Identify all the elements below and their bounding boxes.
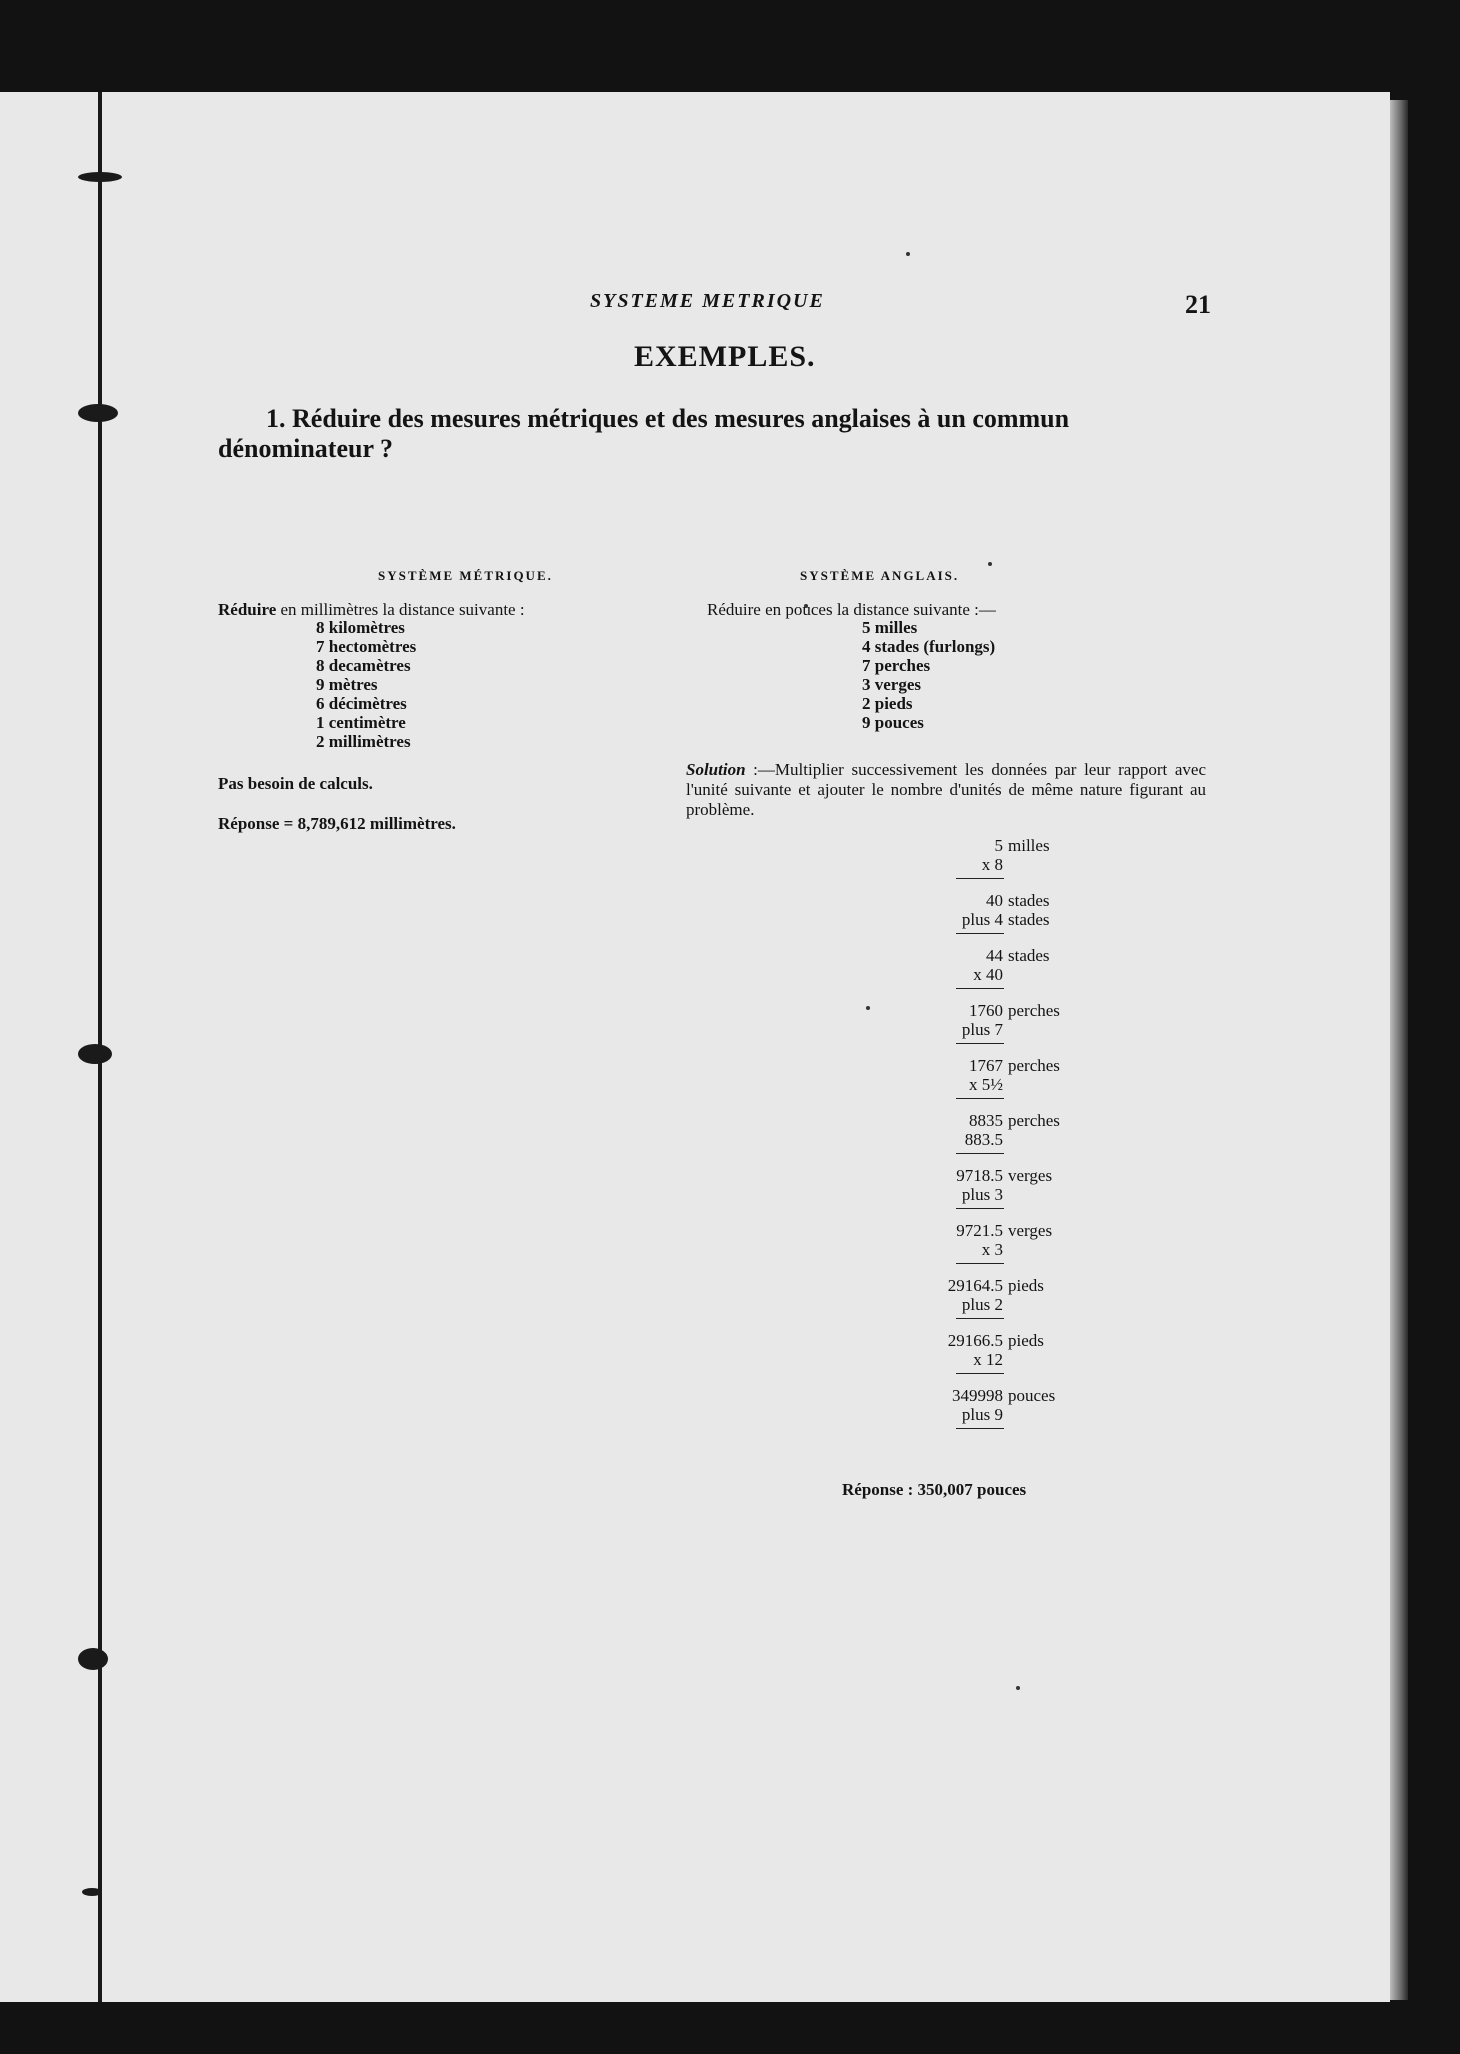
calc-unit: pieds bbox=[1008, 1331, 1044, 1350]
calc-number: x 12 bbox=[973, 1350, 1003, 1369]
list-item: 2 millimètres bbox=[316, 732, 411, 751]
calc-row bbox=[938, 1350, 1098, 1369]
calc-unit: stades bbox=[1008, 910, 1050, 929]
calc-number: 1767 bbox=[969, 1056, 1003, 1075]
metric-column-title: SYSTÈME MÉTRIQUE. bbox=[378, 568, 553, 583]
calc-rule bbox=[956, 1318, 1004, 1319]
calc-row bbox=[938, 1405, 1098, 1424]
speck bbox=[906, 252, 910, 256]
speck bbox=[988, 562, 992, 566]
calculation-column bbox=[938, 836, 1098, 1441]
binding-tab bbox=[82, 1888, 102, 1896]
calc-number: 40 bbox=[986, 891, 1003, 910]
calc-rule bbox=[956, 1208, 1004, 1209]
calc-number: plus 7 bbox=[961, 1020, 1003, 1039]
calc-row bbox=[938, 1130, 1098, 1149]
calc-number: 29166.5 bbox=[947, 1331, 1003, 1350]
calc-number: 9718.5 bbox=[956, 1166, 1003, 1185]
list-item: 1 centimètre bbox=[316, 713, 406, 732]
page-edge bbox=[1390, 100, 1408, 2000]
problem-statement: 1. Réduire des mesures métriques et des mesures anglaises à un commun dénominateur ? bbox=[218, 404, 1070, 463]
calc-row bbox=[938, 855, 1098, 874]
english-intro: Réduire en pouces la distance suivante :— bbox=[707, 600, 996, 619]
calc-number: plus 2 bbox=[961, 1295, 1003, 1314]
calc-number: 5 bbox=[994, 836, 1003, 855]
metric-intro bbox=[218, 600, 525, 620]
list-item: 9 mètres bbox=[316, 675, 378, 694]
metric-intro-rest: en millimètres la distance suivante : bbox=[276, 600, 525, 619]
calc-number: plus 9 bbox=[961, 1405, 1003, 1424]
running-head: SYSTEME METRIQUE bbox=[590, 290, 825, 312]
calc-rule bbox=[956, 1263, 1004, 1264]
calc-row bbox=[938, 1221, 1098, 1240]
calc-unit: verges bbox=[1008, 1221, 1053, 1240]
calc-unit: verges bbox=[1008, 1166, 1053, 1185]
calc-number: x 8 bbox=[981, 855, 1003, 874]
calc-rule bbox=[956, 1098, 1004, 1099]
english-answer: Réponse : 350,007 pouces bbox=[842, 1480, 1027, 1499]
calc-row bbox=[938, 836, 1098, 855]
list-item: 5 milles bbox=[862, 618, 918, 637]
binding-tab bbox=[78, 172, 122, 182]
english-column-title: SYSTÈME ANGLAIS. bbox=[800, 568, 960, 583]
calc-row bbox=[938, 1331, 1098, 1350]
metric-answer: Réponse = 8,789,612 millimètres. bbox=[218, 814, 456, 833]
calc-row bbox=[938, 1240, 1098, 1259]
binding-tab bbox=[78, 1648, 108, 1670]
solution-label: Solution bbox=[686, 760, 746, 779]
calc-unit: perches bbox=[1008, 1001, 1060, 1020]
calc-number: 883.5 bbox=[964, 1130, 1003, 1149]
binding-tab bbox=[78, 1044, 112, 1064]
speck bbox=[866, 1006, 870, 1010]
calc-number: plus 4 bbox=[961, 910, 1003, 929]
metric-note: Pas besoin de calculs. bbox=[218, 774, 373, 793]
calc-rule bbox=[956, 1373, 1004, 1374]
calc-number: x 40 bbox=[973, 965, 1003, 984]
metric-unit-list bbox=[316, 618, 416, 751]
calc-number: 1760 bbox=[969, 1001, 1003, 1020]
calc-row bbox=[938, 1111, 1098, 1130]
calc-rule bbox=[956, 988, 1004, 989]
calc-rule bbox=[956, 878, 1004, 879]
calc-number: 9721.5 bbox=[956, 1221, 1003, 1240]
binding-tab bbox=[78, 404, 118, 422]
calc-row bbox=[938, 1001, 1098, 1020]
solution-text: :—Multiplier successivement les données par leur rapport avec l'unité suivante et ajouter le nombre d'unités de même nature figurant au problème. bbox=[686, 760, 1206, 819]
list-item: 2 pieds bbox=[862, 694, 913, 713]
calc-rule bbox=[956, 1043, 1004, 1044]
calc-row bbox=[938, 910, 1098, 929]
calc-row bbox=[938, 1075, 1098, 1094]
calc-row bbox=[938, 1020, 1098, 1039]
calc-number: x 5½ bbox=[969, 1075, 1003, 1094]
calc-unit: pouces bbox=[1008, 1386, 1056, 1405]
calc-row bbox=[938, 1276, 1098, 1295]
calc-row bbox=[938, 1386, 1098, 1405]
page-number: 21 bbox=[1185, 290, 1211, 319]
calc-row bbox=[938, 891, 1098, 910]
calc-unit: stades bbox=[1008, 891, 1050, 910]
calc-row bbox=[938, 946, 1098, 965]
calc-row bbox=[938, 1185, 1098, 1204]
calc-rule bbox=[956, 1428, 1004, 1429]
list-item: 9 pouces bbox=[862, 713, 924, 732]
english-unit-list bbox=[862, 618, 995, 732]
list-item: 8 decamètres bbox=[316, 656, 411, 675]
calc-number: 29164.5 bbox=[947, 1276, 1003, 1295]
list-item: 4 stades (furlongs) bbox=[862, 637, 996, 656]
metric-intro-bold: Réduire bbox=[218, 600, 277, 619]
calc-row bbox=[938, 1166, 1098, 1185]
calc-number: 44 bbox=[986, 946, 1003, 965]
scanned-page bbox=[0, 92, 1390, 2002]
calc-unit: pieds bbox=[1008, 1276, 1044, 1295]
calc-row bbox=[938, 1295, 1098, 1314]
list-item: 7 perches bbox=[862, 656, 931, 675]
calc-row bbox=[938, 965, 1098, 984]
calc-number: x 3 bbox=[981, 1240, 1003, 1259]
list-item: 3 verges bbox=[862, 675, 922, 694]
speck bbox=[1016, 1686, 1020, 1690]
list-item: 6 décimètres bbox=[316, 694, 407, 713]
calc-number: plus 3 bbox=[961, 1185, 1003, 1204]
list-item: 8 kilomètres bbox=[316, 618, 405, 637]
calc-rule bbox=[956, 933, 1004, 934]
calc-number: 349998 bbox=[952, 1386, 1003, 1405]
calc-unit: perches bbox=[1008, 1056, 1060, 1075]
calc-unit: milles bbox=[1008, 836, 1050, 855]
list-item: 7 hectomètres bbox=[316, 637, 417, 656]
calc-row bbox=[938, 1056, 1098, 1075]
calc-number: 8835 bbox=[969, 1111, 1003, 1130]
calc-unit: perches bbox=[1008, 1111, 1060, 1130]
solution-paragraph bbox=[686, 760, 1206, 820]
calc-unit: stades bbox=[1008, 946, 1050, 965]
calc-rule bbox=[956, 1153, 1004, 1154]
section-heading: EXEMPLES. bbox=[634, 340, 816, 373]
